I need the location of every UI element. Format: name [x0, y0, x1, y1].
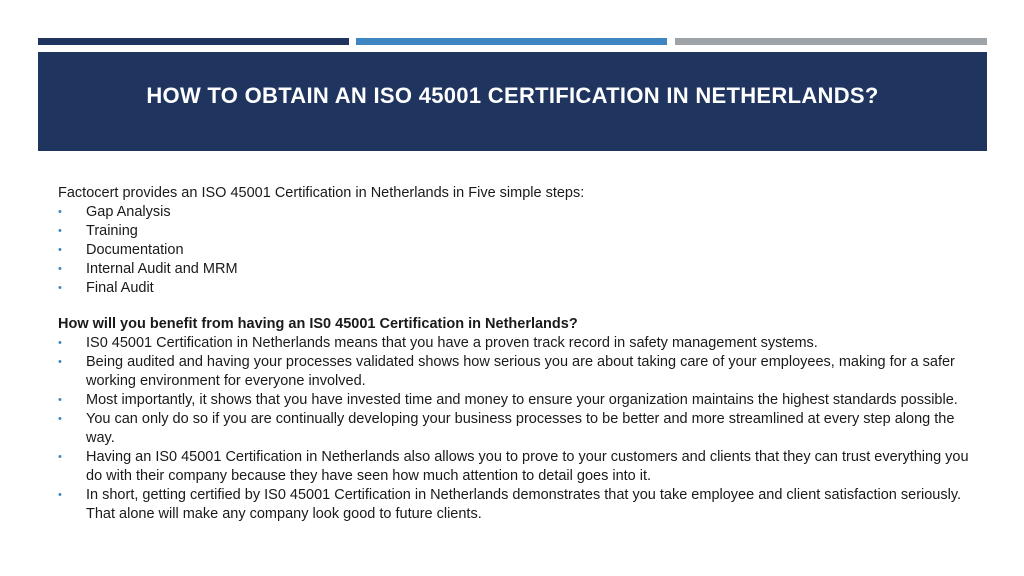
- list-item: • Training: [58, 223, 138, 239]
- slide-body: [58, 184, 978, 524]
- list-item: • Internal Audit and MRM: [58, 261, 238, 277]
- title-banner: [38, 52, 987, 151]
- bullet-icon: •: [58, 356, 62, 368]
- list-item: • Final Audit: [58, 280, 154, 296]
- bullet-icon: •: [58, 244, 62, 256]
- list-item: • Documentation: [58, 242, 184, 258]
- list-item: • You can only do so if you are continually developing your business processes to be better and more streamlined at every step along the way.: [58, 411, 955, 446]
- list-item: • Being audited and having your processes validated shows how serious you are about taking care of your employees, making for a safer working environment for everyone involved.: [58, 354, 955, 389]
- list-item: • Having an IS0 45001 Certification in Netherlands also allows you to prove to your customers and clients that they can trust everything you do with their company because they have seen how much attention to detail goes into it.: [58, 449, 969, 484]
- bullet-icon: •: [58, 413, 62, 425]
- intro-text: Factocert provides an ISO 45001 Certification in Netherlands in Five simple steps:: [58, 185, 585, 201]
- bullet-icon: •: [58, 225, 62, 237]
- list-item: • Gap Analysis: [58, 204, 171, 220]
- benefits-heading: How will you benefit from having an IS0 45001 Certification in Netherlands?: [58, 316, 578, 332]
- top-accent-bar-gray: [675, 38, 987, 45]
- bullet-icon: •: [58, 337, 62, 349]
- bullet-icon: •: [58, 206, 62, 218]
- list-item: • Most importantly, it shows that you have invested time and money to ensure your organization maintains the highest standards possible.: [58, 392, 958, 408]
- slide-title: HOW TO OBTAIN AN ISO 45001 CERTIFICATION IN NETHERLANDS?: [146, 82, 879, 108]
- bullet-icon: •: [58, 489, 62, 501]
- bullet-icon: •: [58, 282, 62, 294]
- top-accent-bar-navy: [38, 38, 349, 45]
- top-accent-bar-blue: [356, 38, 667, 45]
- benefits-list: [58, 334, 978, 524]
- bullet-icon: •: [58, 451, 62, 463]
- bullet-icon: •: [58, 263, 62, 275]
- steps-list: [58, 203, 978, 298]
- list-item: • IS0 45001 Certification in Netherlands means that you have a proven track record in safety management systems.: [58, 335, 818, 351]
- list-item: • In short, getting certified by IS0 45001 Certification in Netherlands demonstrates that you take employee and client satisfaction seriously. That alone will make any company look good to future clients.: [58, 487, 962, 522]
- bullet-icon: •: [58, 394, 62, 406]
